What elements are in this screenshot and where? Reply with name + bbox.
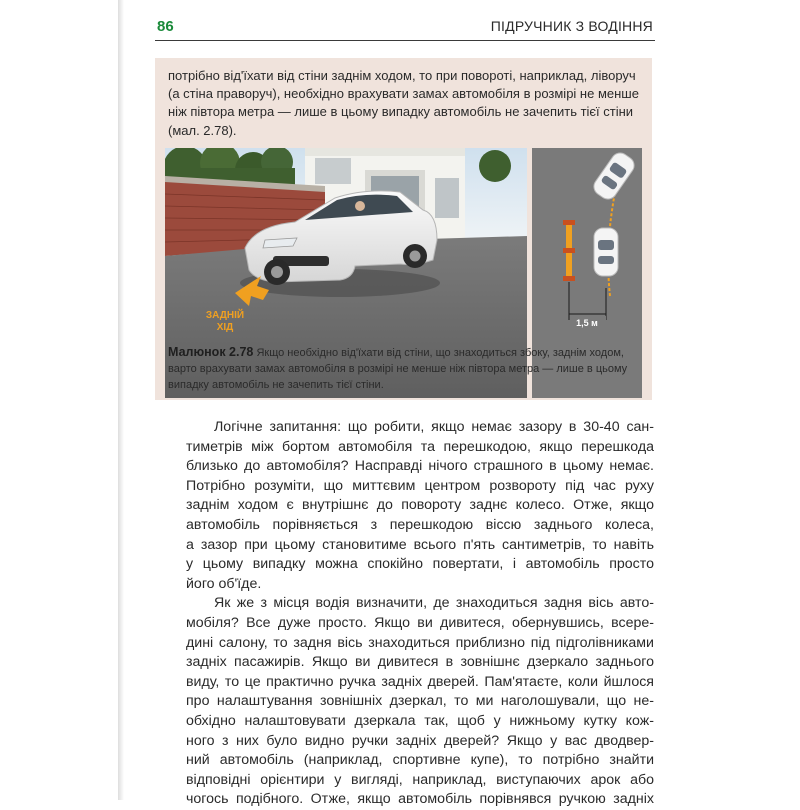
body-line: заднім ходом є внутрішнє до повороту заднє колесо. Отже, якщо <box>186 497 654 514</box>
photo-label-line2: ХІД <box>216 322 234 333</box>
body-line: Як же з місця водія визначити, де знаходиться задня вісь авто- <box>214 595 654 612</box>
body-line: а зазор при цьому становитиме всього п'ять сантиметрів, то навіть <box>186 536 654 553</box>
caption-text: Якщо необхідно від'їхати від стіни, що знаходиться збоку, заднім ходом, <box>256 347 624 359</box>
body-line: у цьому випадку можна спокійно повертати, і автомобіль просто <box>186 556 654 573</box>
body-line: задніх пасажирів. Якщо ви дивитеся в зовнішнє дзеркало заднього <box>186 654 654 671</box>
caption-line: варто врахувати замах автомобіля в розмірі не менше ніж півтора метра — лише в цьому <box>168 363 628 376</box>
text-line: потрібно від'їхати від стіни заднім ходом, то при повороті, наприклад, ліворуч <box>168 68 636 83</box>
text-line: (мал. 2.78). <box>168 122 237 138</box>
body-line: про налаштування зовнішніх дзеркал, то ми наголошували, що не- <box>186 693 654 710</box>
body-line: Логічне запитання: що робити, якщо немає зазору в 30-40 сан- <box>214 419 654 435</box>
box-paragraph <box>168 67 643 140</box>
body-line: обхідно налаштовувати дзеркала так, щоб у нижньому кутку кож- <box>186 712 654 729</box>
main-body-text <box>186 418 654 810</box>
figure-caption <box>168 344 643 394</box>
car-top-start <box>594 228 618 276</box>
body-line: близько до автомобіля? Насправді нічого страшного в цьому немає. <box>186 458 654 475</box>
body-line: виду, то це практично ручка задніх дверей. Пам'ятаєте, коли йшлося <box>186 673 654 690</box>
dimension-label: 1,5 м <box>576 318 598 328</box>
caption-label: Малюнок 2.78 <box>168 345 254 359</box>
page-number: 86 <box>157 18 174 35</box>
page-edge <box>118 0 124 800</box>
body-line: ного з них було видно ручки задніх дверей? Якщо у вас дводвер- <box>186 732 654 749</box>
body-line: його об'їде. <box>186 575 262 592</box>
highlight-box <box>155 58 652 400</box>
text-line: ніж півтора метра — лише в цьому випадку автомобіль не зачепить тієї стіни <box>168 104 634 120</box>
body-line: дині салону, то задня вісь знаходиться приблизно під підголівниками <box>186 634 654 651</box>
photo-label-line1: ЗАДНІЙ <box>205 310 245 321</box>
body-line: автомобіль порівняється з перешкодою віссю заднього колеса, <box>186 516 654 533</box>
page-header <box>155 14 655 41</box>
caption-line: випадку автомобіль не зачепить тієї стіни. <box>168 379 384 392</box>
body-line: відповідні орієнтири у вигляді, наприклад, виступаючих арок або <box>186 771 654 788</box>
body-line: Потрібно розуміти, що миттєвим центром розвороту під час руху <box>186 477 654 494</box>
body-line: мобіля? Все дуже просто. Якщо ви дивитеся, обернувшись, всере- <box>186 614 654 631</box>
caption-line <box>168 344 643 361</box>
running-title: ПІДРУЧНИК З ВОДІННЯ <box>490 18 653 34</box>
text-line: (а стіна праворуч), необхідно врахувати замах автомобіля в розмірі не менше <box>168 86 639 102</box>
body-line: чогось подібного. Отже, якщо автомобіль порівнявся ручкою задніх <box>186 791 654 808</box>
body-line: ний автомобіль (наприклад, спортивне купе), то потрібно знайти <box>186 752 654 769</box>
body-line: тиметрів між бортом автомобіля та перешкодою, якщо перешкода <box>186 438 654 455</box>
